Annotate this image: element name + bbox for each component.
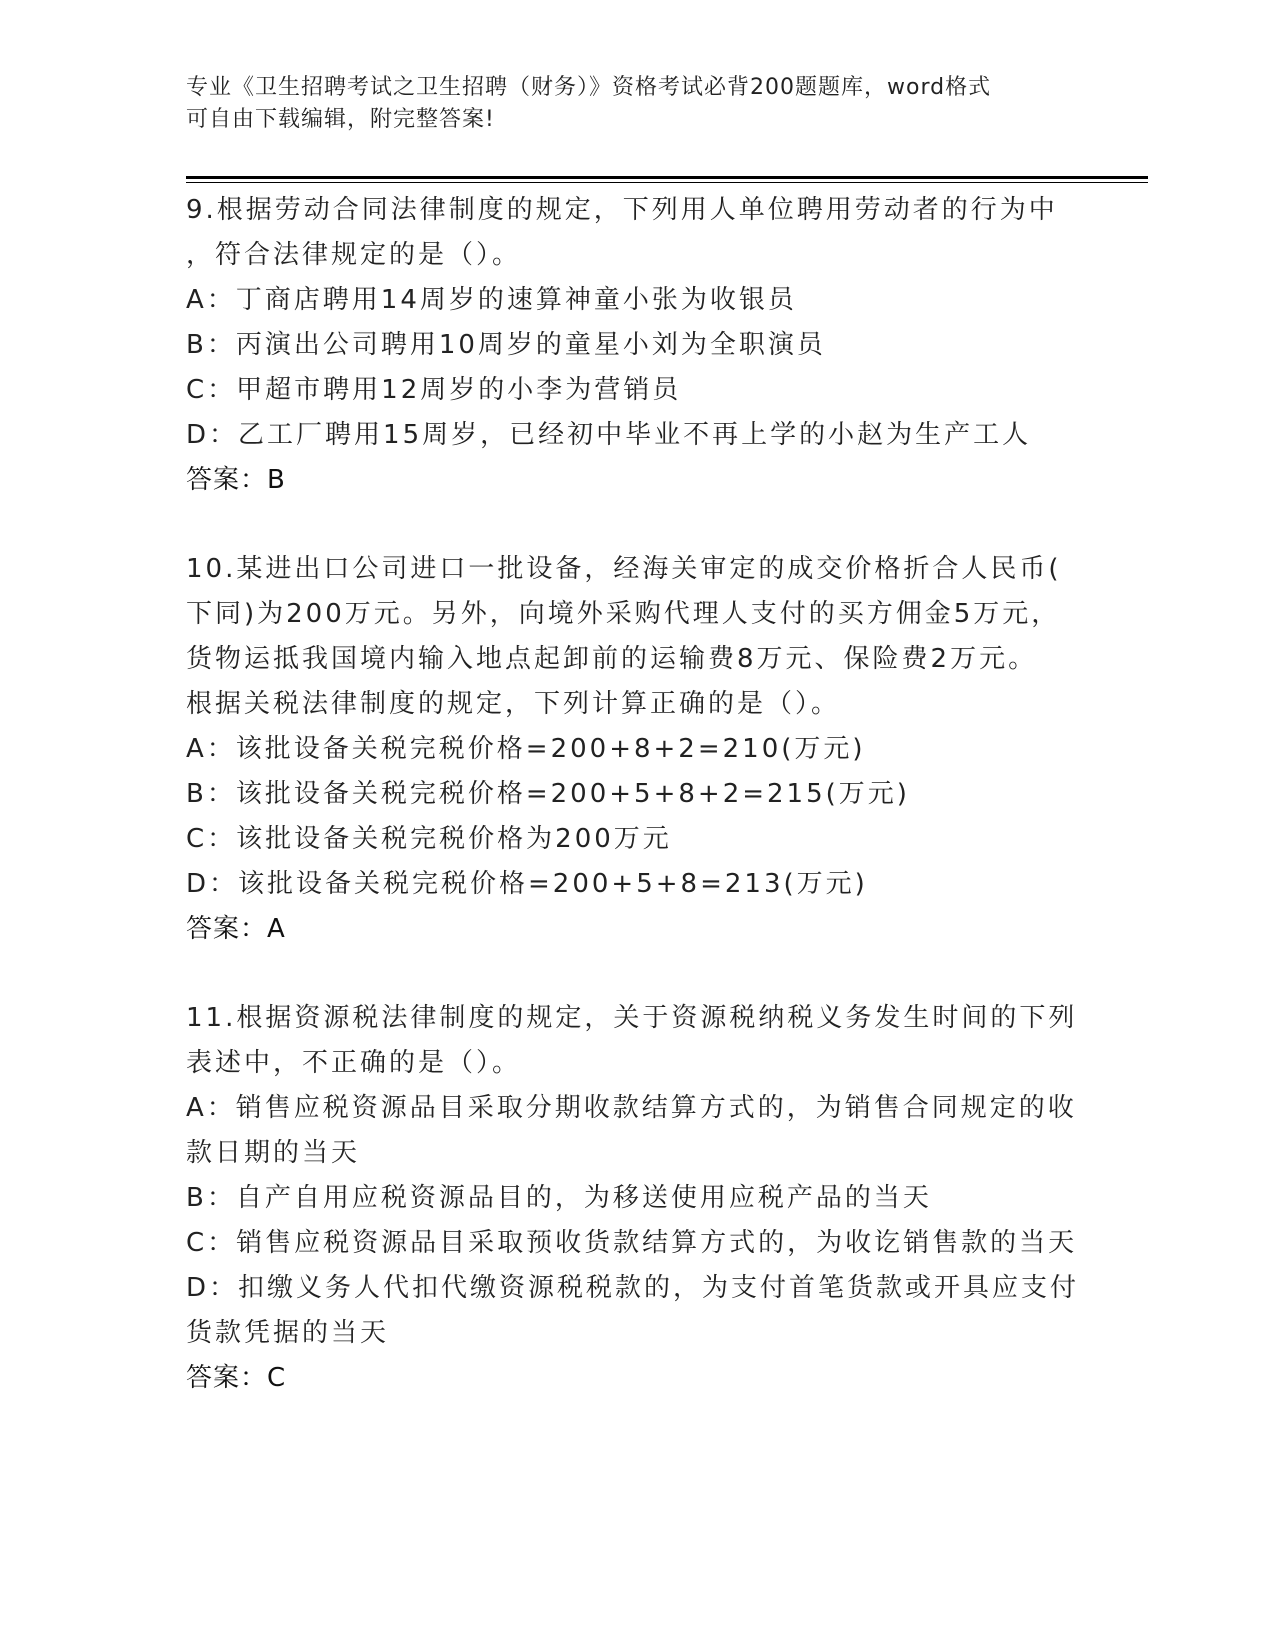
header-rule-thin <box>186 182 1148 183</box>
question-stem-line: 根据关税法律制度的规定，下列计算正确的是（）。 <box>186 689 841 719</box>
question-stem-line: 下同)为200万元。另外，向境外采购代理人支付的买方佣金5万元， <box>186 599 1061 629</box>
question-stem-line: ，符合法律规定的是（）。 <box>186 240 522 270</box>
question-stem-line: 9.根据劳动合同法律制度的规定，下列用人单位聘用劳动者的行为中 <box>186 195 1058 225</box>
option-a: A：该批设备关税完税价格=200+8+2=210(万元) <box>186 734 866 764</box>
question-10 <box>186 547 1086 952</box>
document-header <box>186 72 1066 136</box>
option-b: B：自产自用应税资源品目的，为移送使用应税产品的当天 <box>186 1183 932 1213</box>
option-d-continued: 货款凭据的当天 <box>186 1318 390 1348</box>
header-line-1: 专业《卫生招聘考试之卫生招聘（财务）》资格考试必背200题题库，word格式 <box>186 75 992 100</box>
header-rule-thick <box>186 176 1148 179</box>
question-list <box>186 188 1086 1401</box>
question-spacer <box>186 503 1086 547</box>
option-c: C：甲超市聘用12周岁的小李为营销员 <box>186 375 682 405</box>
question-9 <box>186 188 1086 503</box>
answer-label: 答案：B <box>186 465 286 495</box>
option-d: D：扣缴义务人代扣代缴资源税税款的，为支付首笔货款或开具应支付 <box>186 1273 1080 1303</box>
option-d: D：该批设备关税完税价格=200+5+8=213(万元) <box>186 869 868 899</box>
option-d: D：乙工厂聘用15周岁，已经初中毕业不再上学的小赵为生产工人 <box>186 420 1032 450</box>
question-11 <box>186 996 1086 1401</box>
question-stem-line: 10.某进出口公司进口一批设备，经海关审定的成交价格折合人民币( <box>186 554 1062 584</box>
option-a-continued: 款日期的当天 <box>186 1138 361 1168</box>
answer-label: 答案：A <box>186 914 286 944</box>
option-c: C：销售应税资源品目采取预收货款结算方式的，为收讫销售款的当天 <box>186 1228 1078 1258</box>
option-c: C：该批设备关税完税价格为200万元 <box>186 824 672 854</box>
question-stem-line: 11.根据资源税法律制度的规定，关于资源税纳税义务发生时间的下列 <box>186 1003 1078 1033</box>
option-b: B：丙演出公司聘用10周岁的童星小刘为全职演员 <box>186 330 826 360</box>
question-spacer <box>186 952 1086 996</box>
option-a: A：丁商店聘用14周岁的速算神童小张为收银员 <box>186 285 797 315</box>
answer-label: 答案：C <box>186 1363 287 1393</box>
option-a: A：销售应税资源品目采取分期收款结算方式的，为销售合同规定的收 <box>186 1093 1077 1123</box>
header-line-2: 可自由下载编辑，附完整答案! <box>186 107 495 132</box>
question-stem-line: 货物运抵我国境内输入地点起卸前的运输费8万元、保险费2万元。 <box>186 644 1038 674</box>
option-b: B：该批设备关税完税价格=200+5+8+2=215(万元) <box>186 779 910 809</box>
question-stem-line: 表述中，不正确的是（）。 <box>186 1048 522 1078</box>
